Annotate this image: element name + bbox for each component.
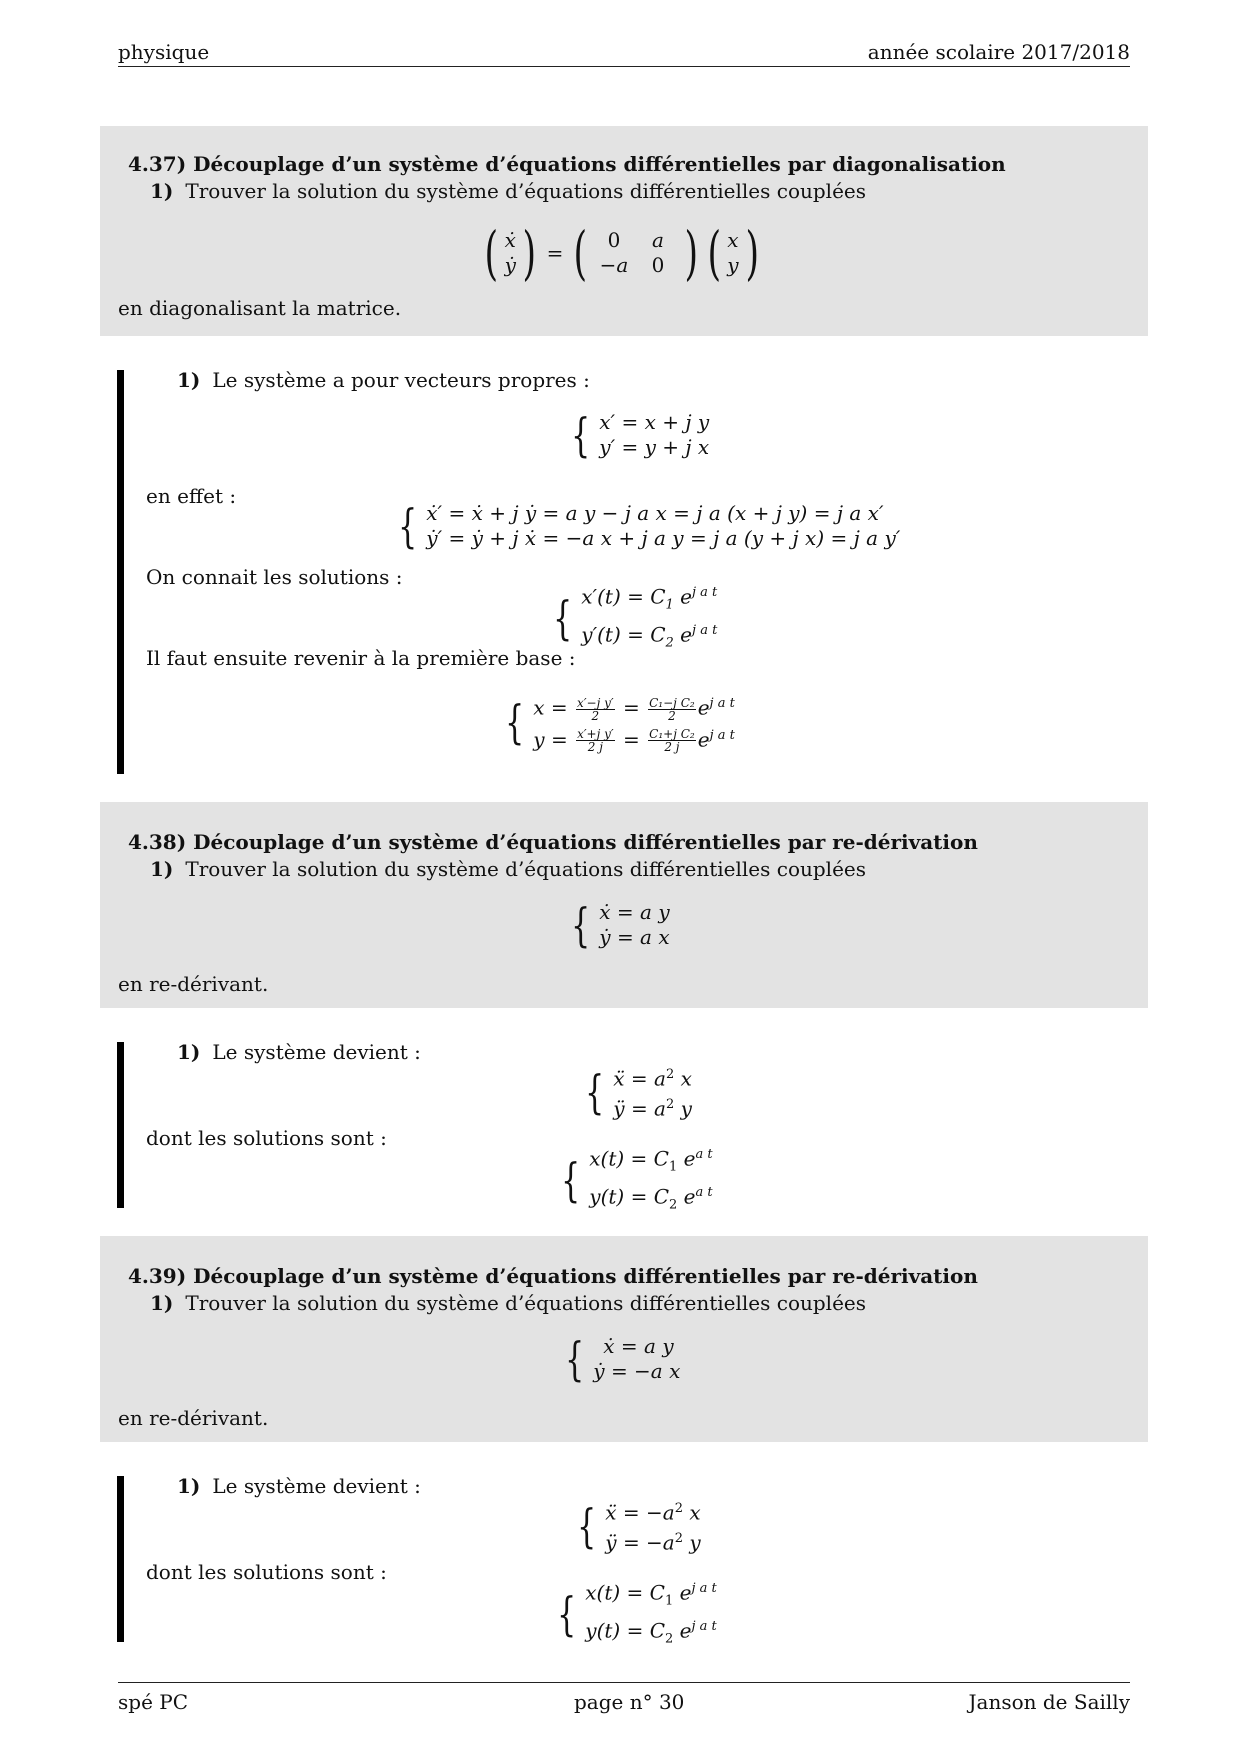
coupling-matrix: 0 a −a 0 [599, 228, 665, 277]
connait-text: On connait les solutions : [146, 565, 403, 589]
revenir-text: Il faut ensuite revenir à la première base : [146, 646, 576, 670]
solution-system: { $x(t) = C_1$ $e^{j a t}$ $y(t) = C_2$ $e^{j a t}$ [557, 1580, 717, 1647]
header-rule [118, 66, 1130, 67]
question-suffix: en re-dérivant. [118, 972, 269, 996]
rhs-vector: x y [727, 228, 739, 277]
question-number: 1) [150, 1291, 174, 1315]
exercise-title: 4.38) Découplage d’un système d’équations différentielles par re-dérivation [128, 830, 978, 854]
exercise-4-37-box [100, 126, 1148, 336]
footer-right: Janson de Sailly [968, 1690, 1130, 1714]
question-suffix: en re-dérivant. [118, 1406, 269, 1430]
eigenvector-system: { x′ = x + j y y′ = y + j x [571, 408, 710, 462]
question-text: Trouver la solution du système d’équations différentielles couplées [185, 857, 867, 881]
question-suffix: en diagonalisant la matrice. [118, 296, 402, 320]
question [150, 179, 866, 203]
question [150, 857, 866, 881]
question [150, 1291, 866, 1315]
back-transform-system: { x = $\frac{\text{x′−j y′}}{2}$ = $\frac{\text{C₁−j C₂}}{2}$ $e^{j a t}$ y = $\frac{\text{x′+j y′}}{2 j}$ = $\frac{\text{C₁+j C₂}}{2 j}$ $e^{j a t}$ [505, 694, 735, 755]
question-text: Trouver la solution du système d’équations différentielles couplées [185, 1291, 867, 1315]
header-left: physique [118, 40, 210, 64]
solution-4-38-intro: 1) Le système devient : [177, 1040, 421, 1064]
coupled-system: { ẋ = a y ẏ = −a x [565, 1332, 681, 1386]
exercise-4-38-box [100, 802, 1148, 1008]
solution-bar [117, 370, 124, 774]
footer-page-number: page n° 30 [574, 1690, 685, 1714]
solution-number: 1) [177, 1474, 201, 1498]
exercise-title: 4.37) Découplage d’un système d’équations différentielles par diagonalisation [128, 152, 1006, 176]
exercise-title: 4.39) Découplage d’un système d’équations différentielles par re-dérivation [128, 1264, 978, 1288]
header-right: année scolaire 2017/2018 [867, 40, 1130, 64]
solution-system: { $x(t) = C_1$ $e^{a t}$ $y(t) = C_2$ $e^{a t}$ [561, 1146, 713, 1213]
solution-4-37-intro: 1) Le système a pour vecteurs propres : [177, 368, 590, 392]
second-order-system: { ẍ = $-a^2$ x ÿ = $-a^2$ y [577, 1498, 701, 1555]
dont-text: dont les solutions sont : [146, 1560, 387, 1584]
en-effet: en effet : [146, 484, 237, 508]
second-order-system: { ẍ = $a^2$ x ÿ = $a^2$ y [585, 1064, 692, 1121]
eigen-solution-system: { $x'(t) = C_1$ $e^{j a t}$ $y'(t) = C_2$ $e^{j a t}$ [553, 584, 718, 651]
derivative-system: { ẋ′ = ẋ + j ẏ = a y − j a x = j a (x + j y) = j a x′ ẏ′ = ẏ + j ẋ = −a x + j a y = j a (y + j x) = j a y′ [398, 499, 901, 553]
solution-number: 1) [177, 1040, 201, 1064]
lhs-vector: ẋ ẏ [504, 228, 516, 277]
footer-left: spé PC [118, 1690, 189, 1714]
question-number: 1) [150, 179, 174, 203]
solution-number: 1) [177, 368, 201, 392]
solution-bar [117, 1042, 124, 1208]
matrix-equation: ( ẋ ẏ ) = ( 0 a −a 0 ) ( x y ) [484, 219, 759, 287]
solution-4-39-intro: 1) Le système devient : [177, 1474, 421, 1498]
footer-rule [118, 1682, 1130, 1683]
solution-bar [117, 1476, 124, 1642]
coupled-system: { ẋ = a y ẏ = a x [571, 898, 670, 952]
question-number: 1) [150, 857, 174, 881]
exercise-4-39-box [100, 1236, 1148, 1442]
question-text: Trouver la solution du système d’équations différentielles couplées [185, 179, 867, 203]
dont-text: dont les solutions sont : [146, 1126, 387, 1150]
